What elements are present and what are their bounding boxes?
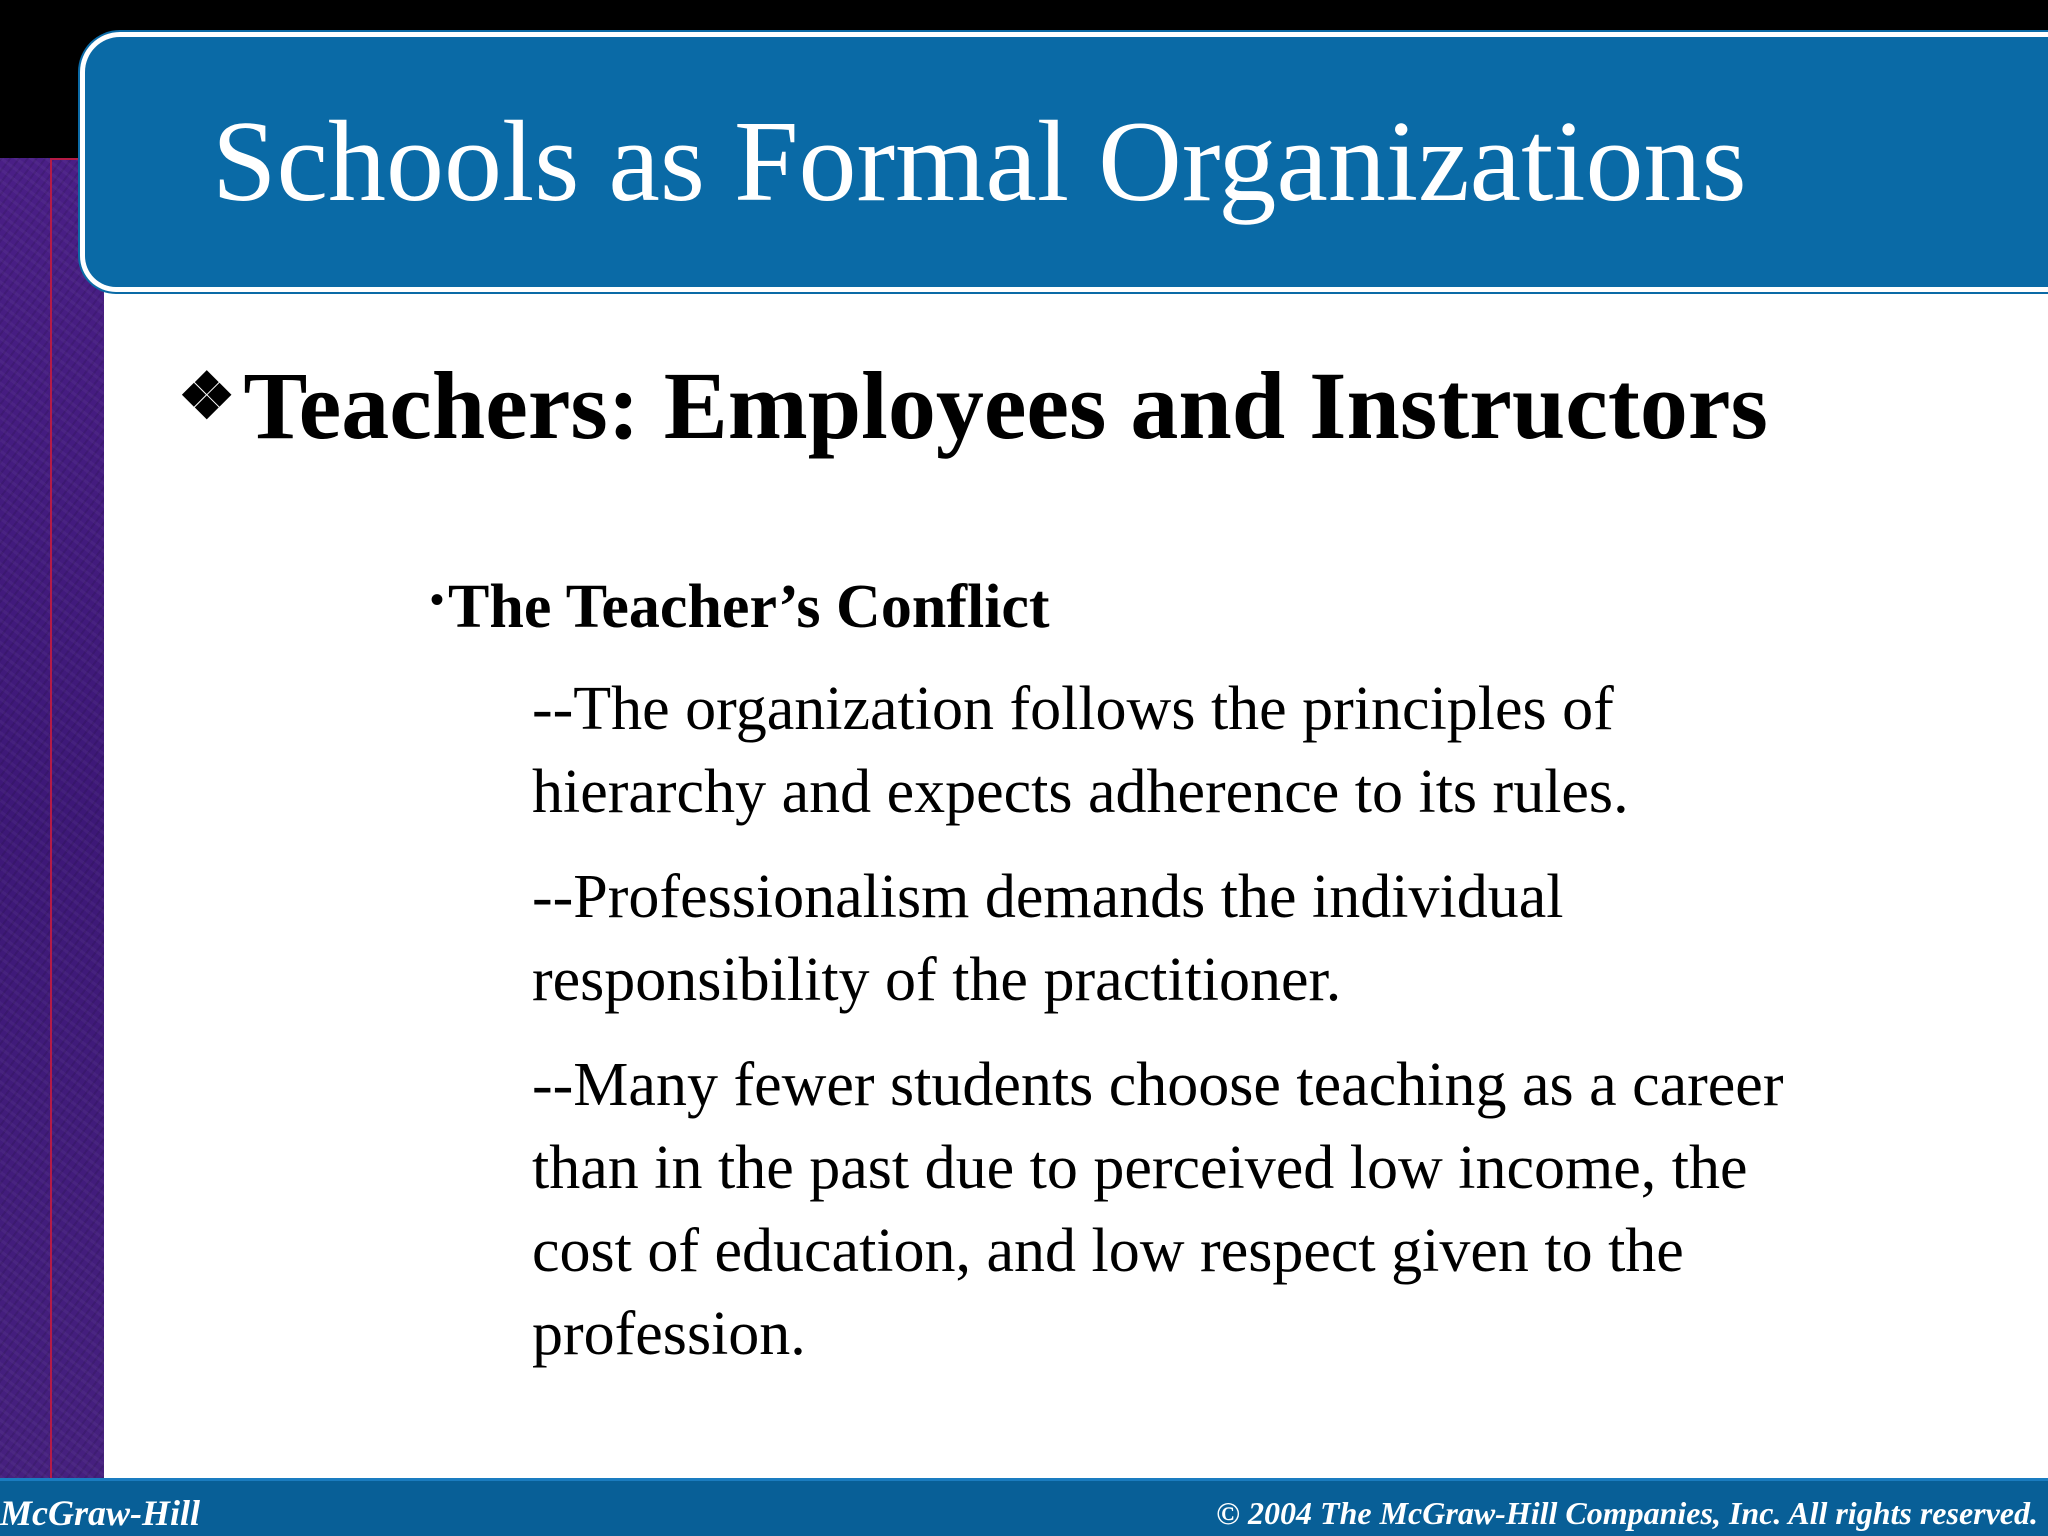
section-heading-text: Teachers: Employees and Instructors [243,352,1768,459]
footer-bar [0,1478,2048,1536]
dot-bullet-icon: • [430,577,445,622]
point-list [532,668,1852,1398]
slide-title: Schools as Formal Organizations [212,98,1747,226]
point-item: --Many fewer students choose teaching as a career than in the past due to perceived low income, the cost of education, and low respect given to the profession. [532,1051,1784,1368]
subheading-text: The Teacher’s Conflict [448,573,1050,641]
point-item: --Professionalism demands the individual responsibility of the practitioner. [532,863,1564,1014]
copyright-notice: © 2004 The McGraw-Hill Companies, Inc. All rights reserved. [1216,1495,2038,1531]
publisher-name: McGraw-Hill [0,1493,201,1533]
section-heading [178,340,1768,463]
subheading [430,562,1050,645]
accent-line-vertical [50,158,52,1488]
diamond-bullet-icon: ❖ [178,361,236,432]
point-item: --The organization follows the principles of hierarchy and expects adherence to its rules. [532,675,1629,826]
side-texture-band [0,158,104,1478]
